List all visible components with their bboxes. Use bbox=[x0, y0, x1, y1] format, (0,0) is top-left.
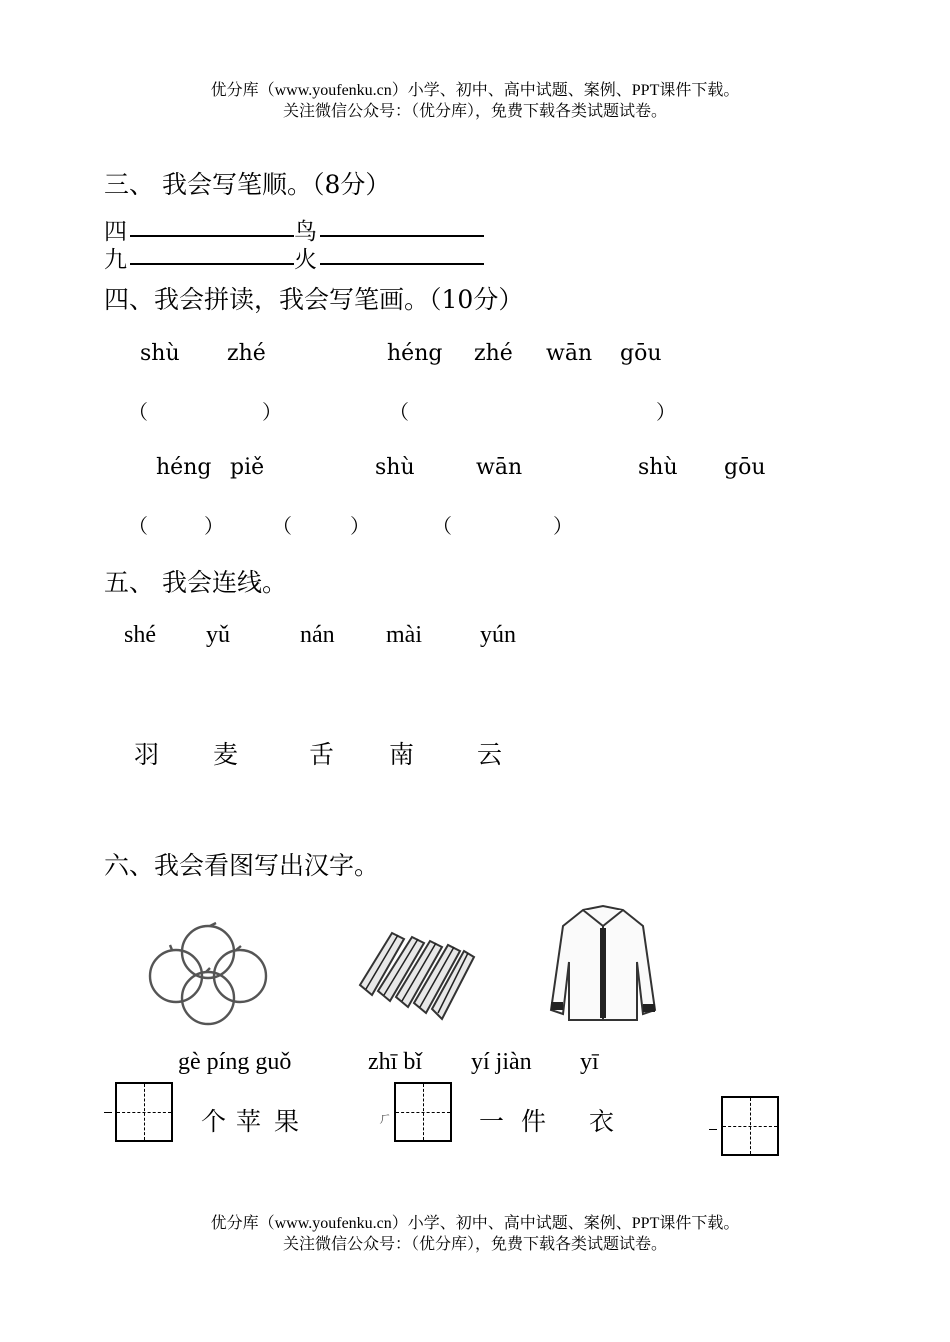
pinyin-shu: shù bbox=[638, 455, 678, 480]
pinyin-wan: wān bbox=[546, 341, 593, 366]
match-hanzi-yu[interactable]: 羽 bbox=[134, 740, 160, 769]
word-ge: 个 bbox=[201, 1107, 227, 1136]
shirt-placket bbox=[600, 928, 606, 1018]
pinyin-gou: gōu bbox=[724, 455, 766, 480]
pic-pinyin-ge-ping-guo: gè píng guǒ bbox=[178, 1049, 292, 1075]
match-pinyin-she[interactable]: shé bbox=[124, 622, 156, 648]
writing-grid-1[interactable] bbox=[115, 1082, 173, 1142]
pic-pinyin-yi-jian: yí jiàn bbox=[471, 1049, 532, 1075]
match-hanzi-nan[interactable]: 南 bbox=[389, 740, 415, 769]
paren-open: （ bbox=[128, 400, 148, 424]
stroke-item-huo: 火 bbox=[294, 247, 317, 273]
paren-open: （ bbox=[432, 514, 452, 538]
pic-pinyin-zhi-bi: zhī bǐ bbox=[368, 1049, 422, 1075]
word-guo: 果 bbox=[274, 1107, 300, 1136]
word-jian: 件 bbox=[521, 1107, 547, 1136]
answer-line-jiu[interactable] bbox=[130, 263, 294, 265]
paren-open: （ bbox=[272, 514, 292, 538]
section6-title: 六、我会看图写出汉字。 bbox=[104, 851, 380, 880]
pinyin-gou: gōu bbox=[620, 341, 662, 366]
paren-close: ） bbox=[204, 514, 224, 538]
paren-close: ） bbox=[553, 514, 573, 538]
match-hanzi-mai[interactable]: 麦 bbox=[213, 740, 239, 769]
cut-char: ㄏ bbox=[378, 1111, 392, 1127]
stroke-item-jiu: 九 bbox=[104, 247, 127, 273]
section5-title: 五、 我会连线。 bbox=[104, 568, 287, 597]
answer-line-huo[interactable] bbox=[320, 263, 484, 265]
shirt-picture bbox=[547, 902, 659, 1024]
writing-grid-2[interactable] bbox=[394, 1082, 452, 1142]
paren-close: ） bbox=[350, 514, 370, 538]
word-ping: 苹 bbox=[236, 1107, 262, 1136]
match-pinyin-yun[interactable]: yún bbox=[480, 622, 516, 648]
writing-grid-3[interactable] bbox=[721, 1096, 779, 1156]
match-pinyin-yu[interactable]: yǔ bbox=[206, 622, 230, 648]
header-line-1: 优分库（www.youfenku.cn）小学、初中、高中试题、案例、PPT课件下载。 bbox=[210, 82, 740, 99]
answer-line-si[interactable] bbox=[130, 235, 294, 237]
footer-line-2: 关注微信公众号：（优分库），免费下载各类试题试卷。 bbox=[282, 1236, 667, 1253]
section3-title: 三、 我会写笔顺。（8分） bbox=[104, 170, 391, 199]
match-pinyin-mai[interactable]: mài bbox=[386, 622, 422, 648]
pic-pinyin-yi: yī bbox=[580, 1049, 599, 1075]
header-line-2: 关注微信公众号：（优分库），免费下载各类试题试卷。 bbox=[282, 103, 667, 120]
paren-close: ） bbox=[262, 400, 282, 424]
word-yi-clothes: 衣 bbox=[589, 1107, 615, 1136]
match-hanzi-yun[interactable]: 云 bbox=[477, 740, 503, 769]
pinyin-zhe: zhé bbox=[474, 341, 513, 366]
cut-mark bbox=[104, 1112, 112, 1113]
pinyin-heng: héng bbox=[387, 341, 443, 366]
match-pinyin-nan[interactable]: nán bbox=[300, 622, 335, 648]
match-hanzi-she[interactable]: 舌 bbox=[309, 740, 335, 769]
word-yi: 一 bbox=[479, 1107, 505, 1136]
answer-line-niao[interactable] bbox=[320, 235, 484, 237]
paren-close: ） bbox=[656, 400, 676, 424]
pinyin-pie: piě bbox=[230, 455, 265, 480]
paren-open: （ bbox=[389, 400, 409, 424]
stroke-item-niao: 鸟 bbox=[294, 219, 317, 245]
pinyin-shu: shù bbox=[375, 455, 415, 480]
pinyin-zhe: zhé bbox=[227, 341, 266, 366]
pinyin-shu: shù bbox=[140, 341, 180, 366]
section4-title: 四、我会拼读，我会写笔画。（10分） bbox=[104, 285, 524, 314]
apples-picture bbox=[148, 922, 270, 1028]
pinyin-heng: héng bbox=[156, 455, 212, 480]
footer-line-1: 优分库（www.youfenku.cn）小学、初中、高中试题、案例、PPT课件下载。 bbox=[210, 1215, 740, 1232]
pinyin-wan: wān bbox=[476, 455, 523, 480]
cut-mark bbox=[709, 1129, 717, 1130]
pencils-picture bbox=[352, 925, 476, 1025]
stroke-item-si: 四 bbox=[104, 219, 127, 245]
paren-open: （ bbox=[128, 514, 148, 538]
